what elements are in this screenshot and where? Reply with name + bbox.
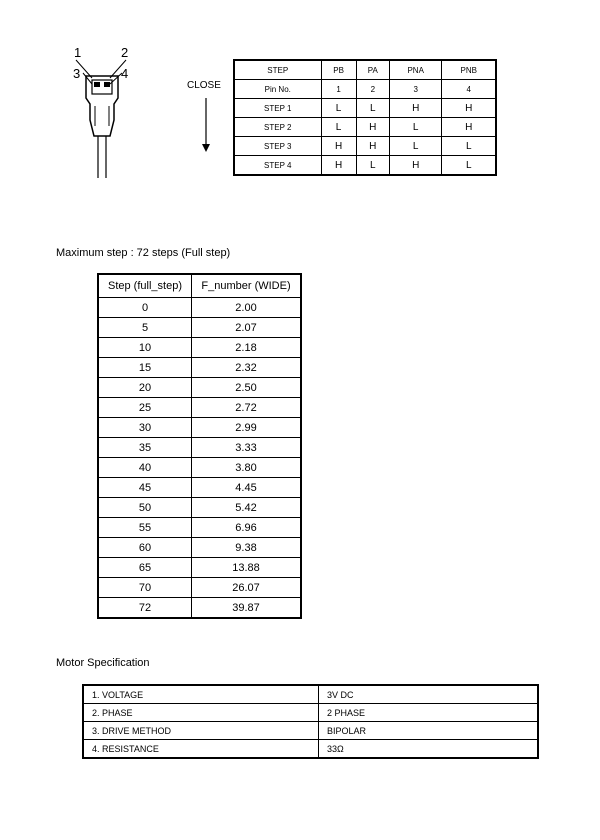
table-cell: 2.72 — [192, 398, 302, 418]
table-row — [234, 80, 496, 99]
table-cell: H — [442, 99, 496, 118]
table-cell: 60 — [98, 538, 192, 558]
table-cell: 4 — [442, 80, 496, 99]
table-cell: 3. DRIVE METHOD — [83, 722, 319, 740]
table-row — [98, 298, 301, 318]
table-row — [98, 578, 301, 598]
table-cell: L — [356, 156, 389, 176]
table-cell: 40 — [98, 458, 192, 478]
table-cell: 0 — [98, 298, 192, 318]
max-step-title: Maximum step : 72 steps (Full step) — [56, 247, 231, 259]
header-cell: Step (full_step) — [98, 274, 192, 298]
table-cell: H — [389, 156, 442, 176]
table-cell: L — [442, 137, 496, 156]
pin-label-4: 4 — [121, 66, 129, 81]
table-cell: H — [389, 99, 442, 118]
table-cell: 2. PHASE — [83, 704, 319, 722]
table-cell: 4.45 — [192, 478, 302, 498]
table-cell: H — [356, 137, 389, 156]
table-row — [234, 156, 496, 176]
table-row — [98, 438, 301, 458]
header-cell: PB — [321, 60, 356, 80]
table-cell: 2.50 — [192, 378, 302, 398]
header-cell: PA — [356, 60, 389, 80]
table-cell: 20 — [98, 378, 192, 398]
table-row — [98, 498, 301, 518]
table-cell: 9.38 — [192, 538, 302, 558]
table-row — [98, 378, 301, 398]
table-row — [98, 338, 301, 358]
table-row — [83, 740, 538, 759]
table-cell: H — [356, 118, 389, 137]
table-header-row — [98, 274, 301, 298]
table-row — [98, 598, 301, 619]
motor-spec-table — [82, 684, 539, 759]
table-cell: H — [442, 118, 496, 137]
table-row — [234, 137, 496, 156]
table-cell: STEP 4 — [234, 156, 321, 176]
table-cell: L — [321, 118, 356, 137]
table-row — [98, 398, 301, 418]
table-cell: 70 — [98, 578, 192, 598]
table-cell: 72 — [98, 598, 192, 619]
table-cell: 13.88 — [192, 558, 302, 578]
table-cell: 2.99 — [192, 418, 302, 438]
fnumber-table — [97, 273, 302, 619]
header-cell: F_number (WIDE) — [192, 274, 302, 298]
table-row — [98, 518, 301, 538]
table-row — [234, 99, 496, 118]
table-cell: 15 — [98, 358, 192, 378]
table-cell: 55 — [98, 518, 192, 538]
pin-label-1: 1 — [74, 45, 82, 60]
table-cell: 3.33 — [192, 438, 302, 458]
table-cell: 26.07 — [192, 578, 302, 598]
table-cell: 1 — [321, 80, 356, 99]
table-cell: 1. VOLTAGE — [83, 685, 319, 704]
close-direction-label: CLOSE — [187, 80, 221, 91]
table-cell: 3V DC — [319, 685, 539, 704]
table-row — [98, 538, 301, 558]
table-cell: 5 — [98, 318, 192, 338]
table-cell: 30 — [98, 418, 192, 438]
down-arrow-icon — [198, 98, 214, 154]
table-header-row — [234, 60, 496, 80]
table-cell: 5.42 — [192, 498, 302, 518]
table-cell: Pin No. — [234, 80, 321, 99]
table-cell: 4. RESISTANCE — [83, 740, 319, 759]
table-cell: STEP 2 — [234, 118, 321, 137]
table-cell: 35 — [98, 438, 192, 458]
table-cell: 2.00 — [192, 298, 302, 318]
table-cell: 45 — [98, 478, 192, 498]
motor-spec-title: Motor Specification — [56, 657, 150, 669]
table-cell: 6.96 — [192, 518, 302, 538]
table-cell: 10 — [98, 338, 192, 358]
header-cell: STEP — [234, 60, 321, 80]
table-row — [98, 418, 301, 438]
table-cell: 2.32 — [192, 358, 302, 378]
table-row — [98, 358, 301, 378]
connector-diagram — [62, 40, 142, 180]
pin-label-3: 3 — [73, 66, 81, 81]
header-cell: PNB — [442, 60, 496, 80]
table-cell: 39.87 — [192, 598, 302, 619]
table-cell: BIPOLAR — [319, 722, 539, 740]
table-cell: H — [321, 156, 356, 176]
table-cell: H — [321, 137, 356, 156]
table-cell: 65 — [98, 558, 192, 578]
table-row — [98, 558, 301, 578]
pin-label-2: 2 — [121, 45, 129, 60]
table-cell: 2.07 — [192, 318, 302, 338]
table-cell: L — [389, 118, 442, 137]
table-cell: 50 — [98, 498, 192, 518]
table-cell: 2 PHASE — [319, 704, 539, 722]
table-cell: 2.18 — [192, 338, 302, 358]
table-cell: L — [356, 99, 389, 118]
table-cell: STEP 1 — [234, 99, 321, 118]
table-cell: 3 — [389, 80, 442, 99]
table-row — [83, 685, 538, 704]
header-cell: PNA — [389, 60, 442, 80]
step-sequence-table — [233, 59, 497, 176]
table-row — [83, 704, 538, 722]
table-row — [234, 118, 496, 137]
table-cell: 33Ω — [319, 740, 539, 759]
table-cell: STEP 3 — [234, 137, 321, 156]
table-cell: 25 — [98, 398, 192, 418]
table-cell: 3.80 — [192, 458, 302, 478]
table-cell: L — [321, 99, 356, 118]
table-cell: 2 — [356, 80, 389, 99]
table-cell: L — [442, 156, 496, 176]
table-row — [83, 722, 538, 740]
table-row — [98, 478, 301, 498]
table-row — [98, 318, 301, 338]
table-cell: L — [389, 137, 442, 156]
table-row — [98, 458, 301, 478]
